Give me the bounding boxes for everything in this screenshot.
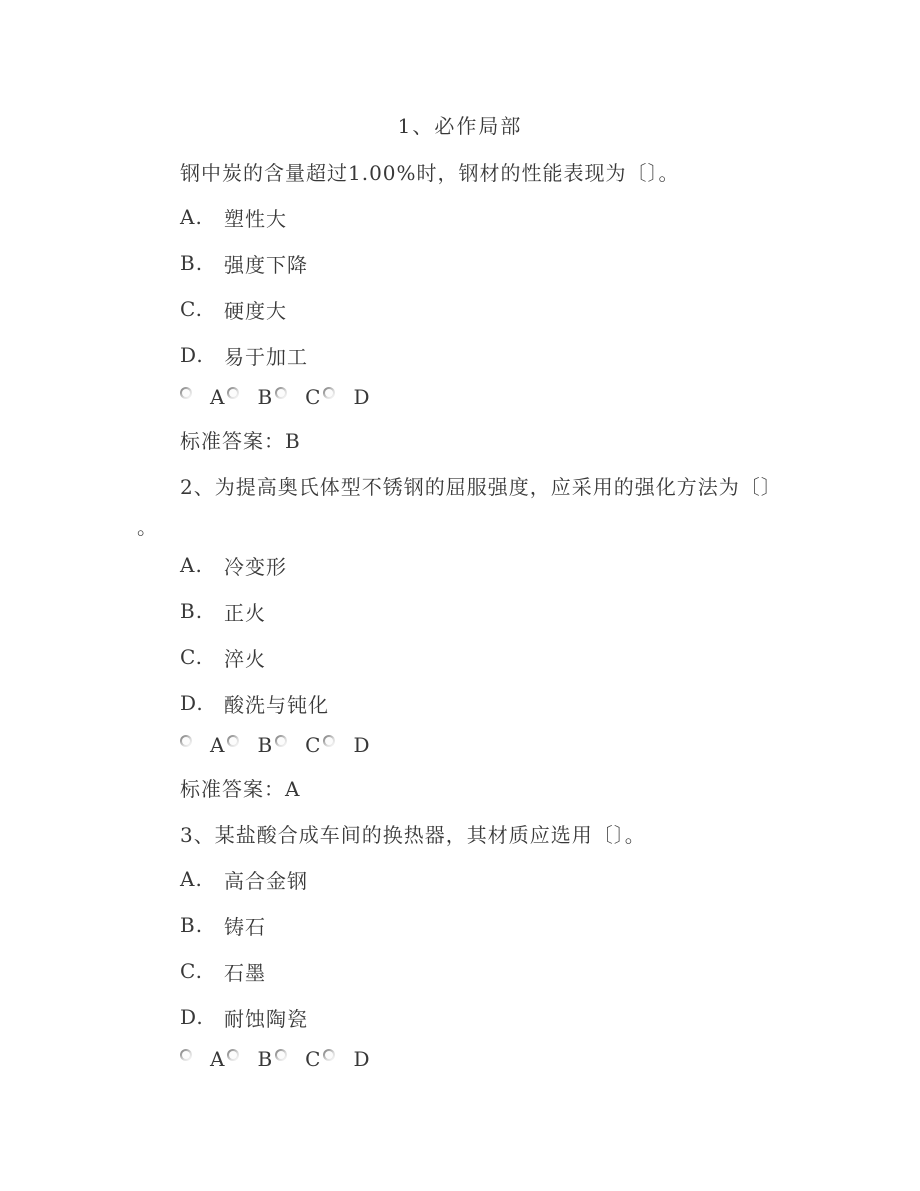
option-b — [180, 902, 860, 948]
option-letter: D. — [180, 1005, 204, 1029]
radio-button-b[interactable] — [227, 735, 239, 747]
answer-choices-q1 — [180, 378, 860, 416]
radio-label-b: B — [257, 733, 274, 757]
option-text: 酸洗与钝化 — [224, 692, 329, 717]
page-title: 1、必作局部 — [397, 113, 523, 138]
radio-label-c: C — [305, 385, 322, 409]
radio-label-a: A — [210, 385, 226, 409]
radio-button-c[interactable] — [275, 735, 287, 747]
radio-button-a[interactable] — [180, 387, 192, 399]
answer-choices-q3 — [180, 1040, 860, 1078]
question-block-1 — [0, 148, 920, 462]
option-letter: B. — [180, 251, 204, 275]
question-block-2 — [0, 462, 920, 810]
radio-button-d[interactable] — [323, 387, 335, 399]
option-letter: C. — [180, 297, 203, 321]
radio-button-d[interactable] — [323, 1049, 335, 1061]
option-d — [180, 994, 860, 1040]
radio-label-a: A — [210, 1047, 226, 1071]
radio-label-c: C — [305, 733, 322, 757]
option-text: 高合金钢 — [224, 868, 308, 893]
option-b — [180, 240, 860, 286]
radio-label-a: A — [210, 733, 226, 757]
radio-label-c: C — [305, 1047, 322, 1071]
option-letter: B. — [180, 913, 204, 937]
answer-choices-q2 — [180, 726, 860, 764]
option-text: 强度下降 — [224, 252, 308, 277]
radio-button-b[interactable] — [227, 1049, 239, 1061]
question-text: 3、某盐酸合成车间的换热器，其材质应选用〔〕。 — [180, 822, 646, 847]
option-text: 易于加工 — [224, 344, 308, 369]
option-text: 淬火 — [224, 646, 266, 671]
radio-label-b: B — [257, 1047, 274, 1071]
option-d — [180, 332, 860, 378]
option-text: 铸石 — [224, 914, 266, 939]
radio-label-d: D — [353, 733, 371, 757]
option-text: 耐蚀陶瓷 — [224, 1006, 308, 1031]
option-text: 石墨 — [224, 960, 266, 985]
option-letter: A. — [180, 867, 203, 891]
radio-button-c[interactable] — [275, 387, 287, 399]
option-letter: C. — [180, 959, 203, 983]
option-c — [180, 286, 860, 332]
option-letter: A. — [180, 205, 203, 229]
radio-label-b: B — [257, 385, 274, 409]
standard-answer: 标准答案：B — [180, 428, 301, 453]
option-text: 塑性大 — [224, 206, 287, 231]
option-letter: B. — [180, 599, 204, 623]
option-a — [180, 194, 860, 240]
radio-button-c[interactable] — [275, 1049, 287, 1061]
option-text: 正火 — [224, 600, 266, 625]
option-letter: A. — [180, 553, 203, 577]
option-text: 冷变形 — [224, 554, 287, 579]
option-letter: D. — [180, 691, 204, 715]
radio-label-d: D — [353, 385, 371, 409]
question-text: 2、为提高奥氏体型不锈钢的屈服强度，应采用的强化方法为〔〕 — [180, 474, 782, 499]
option-c — [180, 948, 860, 994]
option-b — [180, 588, 860, 634]
radio-button-a[interactable] — [180, 1049, 192, 1061]
radio-button-d[interactable] — [323, 735, 335, 747]
radio-button-b[interactable] — [227, 387, 239, 399]
radio-label-d: D — [353, 1047, 371, 1071]
question-text: 钢中炭的含量超过1.00%时，钢材的性能表现为〔〕。 — [180, 160, 680, 185]
option-a — [180, 542, 860, 588]
option-c — [180, 634, 860, 680]
question-block-3 — [0, 810, 920, 1078]
standard-answer: 标准答案：A — [180, 776, 301, 801]
question-text-overflow: 。 — [137, 514, 158, 539]
option-text: 硬度大 — [224, 298, 287, 323]
radio-button-a[interactable] — [180, 735, 192, 747]
option-letter: C. — [180, 645, 203, 669]
option-a — [180, 856, 860, 902]
option-d — [180, 680, 860, 726]
option-letter: D. — [180, 343, 204, 367]
